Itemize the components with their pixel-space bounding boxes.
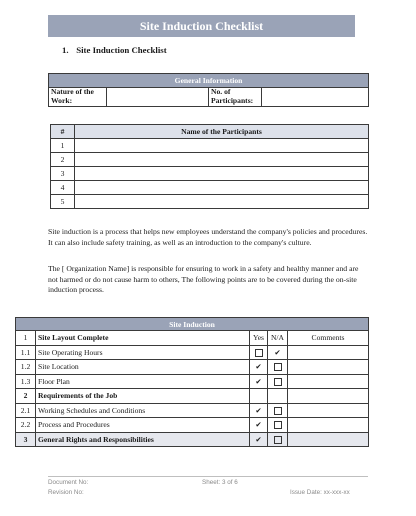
induction-item-row <box>16 345 369 360</box>
general-information-header: General Information <box>49 74 369 88</box>
participants-name-header: Name of the Participants <box>75 125 369 139</box>
checkmark-icon: ✔ <box>255 376 262 386</box>
induction-section-row <box>16 389 369 404</box>
na-checkbox[interactable] <box>268 418 288 433</box>
section-heading <box>62 45 167 55</box>
comments-field[interactable] <box>288 403 369 418</box>
footer-divider <box>48 476 368 477</box>
issue-date: Issue Date: xx-xxx-xx <box>290 489 350 496</box>
comments-field[interactable] <box>288 389 369 404</box>
induction-section-title: Requirements of the Job <box>36 389 250 404</box>
yes-checkbox[interactable] <box>250 403 268 418</box>
section-number: 1. <box>62 45 69 55</box>
empty-checkbox-icon <box>274 363 282 371</box>
document-number-label: Document No: <box>48 479 89 486</box>
participant-row <box>51 181 369 195</box>
checkmark-icon: ✔ <box>255 434 262 444</box>
participant-row <box>51 153 369 167</box>
empty-checkbox-icon <box>274 421 282 429</box>
yes-checkbox[interactable] <box>250 360 268 375</box>
comments-field[interactable] <box>288 432 369 447</box>
comments-field[interactable] <box>288 345 369 360</box>
yes-column-header: Yes <box>250 331 268 346</box>
induction-item-row <box>16 360 369 375</box>
empty-checkbox-icon <box>274 378 282 386</box>
checkmark-icon: ✔ <box>255 420 262 430</box>
empty-checkbox-icon <box>274 436 282 444</box>
checkmark-icon: ✔ <box>274 347 281 357</box>
induction-item-label: Site Operating Hours <box>36 345 250 360</box>
empty-checkbox-icon <box>274 407 282 415</box>
induction-section-row <box>16 331 369 346</box>
intro-paragraph: Site induction is a process that helps new employees understand the company's policies and procedures. It can also include safety training, as well as an introduction to the company's culture. <box>48 227 368 247</box>
participant-row <box>51 167 369 181</box>
yes-checkbox[interactable] <box>250 345 268 360</box>
participant-number: 3 <box>51 167 75 181</box>
participants-table <box>50 124 369 209</box>
checkmark-icon: ✔ <box>255 362 262 372</box>
participant-row <box>51 139 369 153</box>
induction-item-label: Floor Plan <box>36 374 250 389</box>
yes-checkbox <box>250 389 268 404</box>
induction-item-row <box>16 403 369 418</box>
participants-number-header: # <box>51 125 75 139</box>
participant-name-field[interactable] <box>75 195 369 209</box>
induction-section-title: General Rights and Responsibilities <box>36 432 250 447</box>
number-of-participants-label: No. of Participants: <box>209 88 262 107</box>
induction-row-number: 1 <box>16 331 36 346</box>
induction-row-number: 1.3 <box>16 374 36 389</box>
comments-field[interactable] <box>288 360 369 375</box>
induction-item-label: Process and Procedures <box>36 418 250 433</box>
revision-number-label: Revision No: <box>48 489 84 496</box>
participant-name-field[interactable] <box>75 181 369 195</box>
na-column-header: N/A <box>268 331 288 346</box>
induction-row-number: 3 <box>16 432 36 447</box>
site-induction-header: Site Induction <box>16 318 369 331</box>
sheet-number: Sheet: 3 of 6 <box>202 479 238 486</box>
site-induction-table <box>15 317 369 447</box>
na-checkbox[interactable] <box>268 360 288 375</box>
participant-row <box>51 195 369 209</box>
na-checkbox <box>268 389 288 404</box>
induction-row-number: 2 <box>16 389 36 404</box>
participant-number: 4 <box>51 181 75 195</box>
general-information-table <box>48 73 369 107</box>
document-title-banner: Site Induction Checklist <box>48 15 355 37</box>
participant-number: 1 <box>51 139 75 153</box>
participant-number: 5 <box>51 195 75 209</box>
empty-checkbox-icon <box>255 349 263 357</box>
induction-row-number: 2.2 <box>16 418 36 433</box>
comments-column-header: Comments <box>288 331 369 346</box>
participant-name-field[interactable] <box>75 153 369 167</box>
comments-field[interactable] <box>288 418 369 433</box>
induction-row-number: 1.2 <box>16 360 36 375</box>
induction-item-row <box>16 374 369 389</box>
nature-of-work-label: Nature of the Work: <box>49 88 107 107</box>
yes-checkbox[interactable] <box>250 432 268 447</box>
induction-section-title: Site Layout Complete <box>36 331 250 346</box>
induction-item-label: Working Schedules and Conditions <box>36 403 250 418</box>
induction-item-row <box>16 418 369 433</box>
induction-row-number: 1.1 <box>16 345 36 360</box>
participant-number: 2 <box>51 153 75 167</box>
induction-section-row <box>16 432 369 447</box>
comments-field[interactable] <box>288 374 369 389</box>
section-heading-text: Site Induction Checklist <box>76 45 167 55</box>
na-checkbox[interactable] <box>268 345 288 360</box>
nature-of-work-field[interactable] <box>107 88 209 107</box>
na-checkbox[interactable] <box>268 432 288 447</box>
na-checkbox[interactable] <box>268 403 288 418</box>
responsibility-paragraph: The [ Organization Name] is responsible for ensuring to work in a safety and healthy manner and are not harmed or do not cause harm to others, The following points are to be covered during the on-site induction process. <box>48 264 359 295</box>
induction-item-label: Site Location <box>36 360 250 375</box>
participant-name-field[interactable] <box>75 167 369 181</box>
yes-checkbox[interactable] <box>250 374 268 389</box>
participant-name-field[interactable] <box>75 139 369 153</box>
checkmark-icon: ✔ <box>255 405 262 415</box>
number-of-participants-field[interactable] <box>262 88 369 107</box>
induction-row-number: 2.1 <box>16 403 36 418</box>
yes-checkbox[interactable] <box>250 418 268 433</box>
na-checkbox[interactable] <box>268 374 288 389</box>
